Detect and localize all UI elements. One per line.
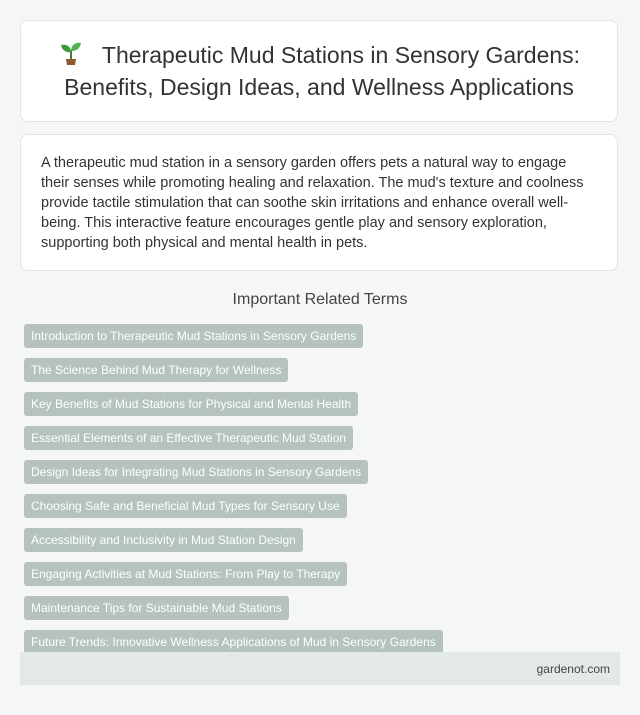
related-term-tag[interactable]: Maintenance Tips for Sustainable Mud Stations [24,596,289,620]
related-term-tag[interactable]: Design Ideas for Integrating Mud Stations in Sensory Gardens [24,460,368,484]
page-title-text: Therapeutic Mud Stations in Sensory Gardens: Benefits, Design Ideas, and Wellness Applications [64,42,581,100]
site-name[interactable]: gardenot.com [536,661,610,676]
related-term-tag[interactable]: Introduction to Therapeutic Mud Stations in Sensory Gardens [24,324,363,348]
related-term-tag[interactable]: Essential Elements of an Effective Therapeutic Mud Station [24,426,353,450]
footer [20,652,620,685]
page-title [21,39,617,103]
related-terms-heading: Important Related Terms [232,291,408,308]
related-terms-list [24,324,620,664]
title-card [20,20,618,122]
related-term-tag[interactable]: Choosing Safe and Beneficial Mud Types for Sensory Use [24,494,347,518]
related-term-tag[interactable]: Accessibility and Inclusivity in Mud Station Design [24,528,303,552]
seedling-icon [58,40,84,66]
related-term-tag[interactable]: The Science Behind Mud Therapy for Wellness [24,358,288,382]
related-term-tag[interactable]: Future Trends: Innovative Wellness Applications of Mud in Sensory Gardens [24,630,443,654]
intro-paragraph: A therapeutic mud station in a sensory garden offers pets a natural way to engage their senses while promoting healing and relaxation. The mud's texture and coolness provide tactile stimulation that can soothe skin irritations and enhance overall well-being. This interactive feature encourages gentle play and sensory exploration, supporting both physical and mental health in pets. [41,155,584,251]
related-term-tag[interactable]: Engaging Activities at Mud Stations: From Play to Therapy [24,562,347,586]
intro-card [20,134,618,271]
related-term-tag[interactable]: Key Benefits of Mud Stations for Physical and Mental Health [24,392,358,416]
